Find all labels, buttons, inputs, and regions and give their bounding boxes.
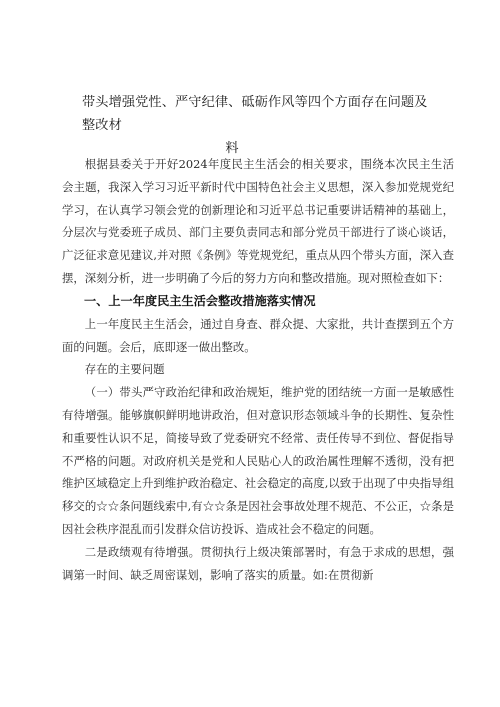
item-1-paragraph: （一）带头严守政治纪律和政治规矩，维护党的团结统一方面一是敏感性有待增强。能够旗帜鲜明地讲政治，但对意识形态领域斗争的长期性、复杂性和重要性认识不足，简接导致了党委研究不经常、责任传导不到位、督促指导不严格的问题。对政府机关是党和人民贴心人的政治属性理解不透彻，没有把维护区域稳定上升到维护政治稳定、社会稳定的高度,以致于出现了中央指导组移交的☆☆条问题线索中,有☆☆条是因社会事故处理不规范、不公正，☆条是因社会秩序混乱而引发群众信访投诉、造成社会不稳定的问题。 bbox=[62, 385, 454, 536]
title-line-2: 料 bbox=[225, 141, 239, 156]
section-1-heading: 一、上一年度民主生活会整改措施落实情况 bbox=[83, 293, 316, 308]
title-line-1: 带头增强党性、严守纪律、砥砺作风等四个方面存在问题及整改材 bbox=[82, 95, 428, 133]
item-2-paragraph: 二是政绩观有待增强。贯彻执行上级决策部署时，有急于求成的思想，强调第一时间、缺乏周密谋划，影响了落实的质量。如:在贯彻新 bbox=[62, 544, 454, 582]
intro-paragraph: 根据县委关于开好2024年度民主生活会的相关要求，围绕本次民主生活会主题，我深入学习习近平新时代中国特色社会主义思想，深入参加党规党纪学习，在认真学习领会党的创新理论和习近平总书记重要讲话精神的基础上，分层次与党委班子成员、部门主要负责同志和部分党员干部进行了谈心谈话，广泛征求意见建议,并对照《条例》等党规党纪，重点从四个带头方面，深入查摆，深刻分析，进一步明确了今后的努力方向和整改措施。现对照检查如下： bbox=[62, 157, 454, 285]
document-body bbox=[62, 153, 454, 586]
subheading-main-problems: 存在的主要问题 bbox=[84, 362, 165, 377]
section-1-paragraph: 上一年度民主生活会，通过自身查、群众提、大家批，共计查摆到五个方面的问题。会后，底即逐一做出整改。 bbox=[62, 316, 454, 354]
document-title bbox=[82, 91, 432, 160]
